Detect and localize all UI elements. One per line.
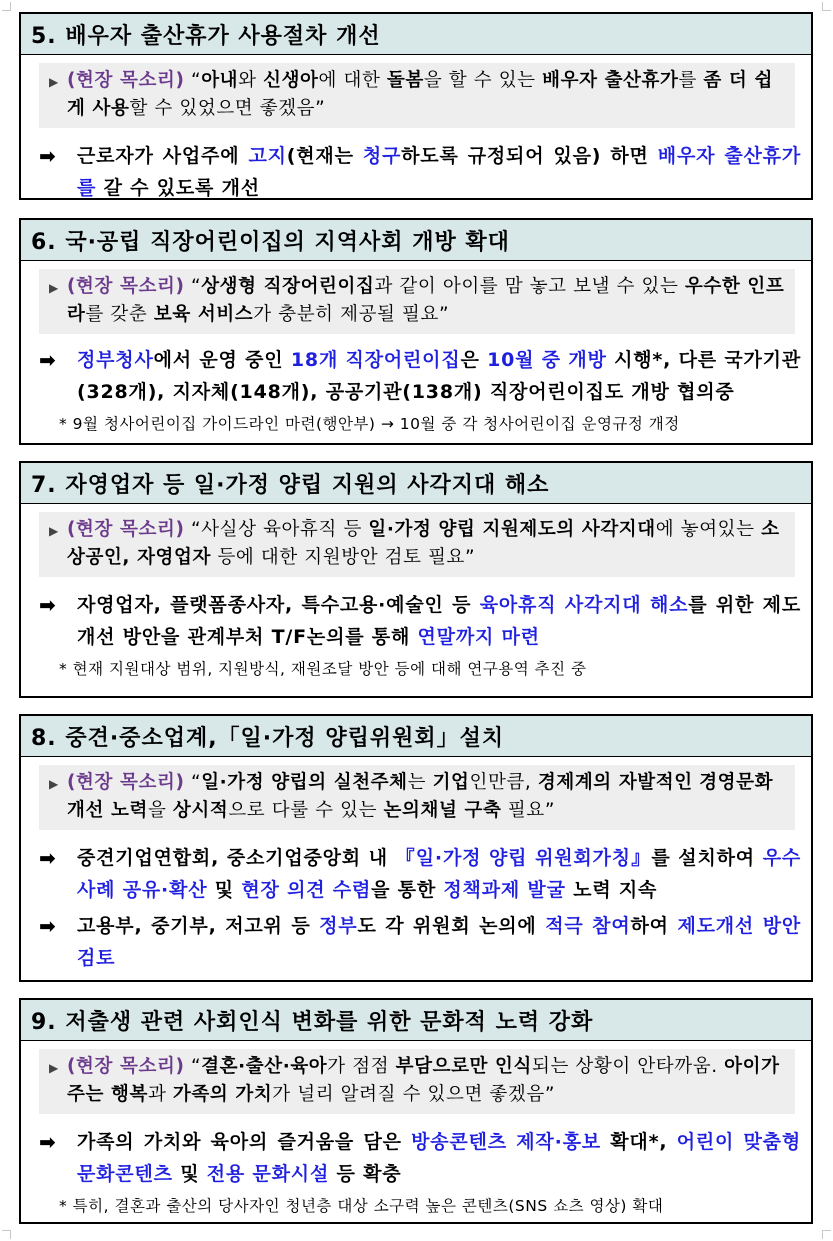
page-corner-mark — [822, 2, 831, 11]
field-voice-box — [39, 1049, 795, 1114]
section-title: 5. 배우자 출산휴가 사용절차 개선 — [21, 14, 811, 55]
right-arrow-icon: ➡ — [39, 846, 57, 870]
section-5 — [19, 12, 813, 200]
footnote: * 특히, 결혼과 출산의 당사자인 청년층 대상 소구력 높은 콘텐츠(SNS 쇼츠 영상) 확대 — [59, 1197, 664, 1215]
voice-text: “아내와 신생아에 대한 돌봄을 할 수 있는 배우자 출산휴가를 좀 더 쉽게 사용할 수 있었으면 좋겠음” — [67, 70, 773, 119]
voice-text: “상생형 직장어린이집과 같이 아이를 맘 놓고 보낼 수 있는 우수한 인프라를 갖춘 보육 서비스가 충분히 제공될 필요” — [67, 276, 785, 325]
action-item — [39, 910, 801, 974]
action-text: 정부청사에서 운영 중인 18개 직장어린이집은 10월 중 개방 시행*, 다른 국가기관(328개), 지자체(148개), 공공기관(138개) 직장어린이집도 개방 협의중 — [77, 349, 801, 403]
voice-label: (현장 목소리) — [67, 70, 185, 91]
voice-label: (현장 목소리) — [67, 519, 185, 540]
page-corner-mark — [2, 2, 11, 11]
footnote: * 9월 청사어린이집 가이드라인 마련(행안부) → 10월 중 각 청사어린이집 운영규정 개정 — [59, 415, 680, 433]
right-arrow-icon: ➡ — [39, 914, 57, 938]
section-8 — [19, 714, 813, 982]
action-item — [39, 589, 801, 653]
action-text: 중견기업연합회, 중소기업중앙회 내 『일·가정 양립 위원회가칭』를 설치하여 우수사례 공유·확산 및 현장 의견 수렴을 통한 정책과제 발굴 노력 지속 — [77, 847, 801, 901]
section-9 — [19, 998, 813, 1224]
voice-text: “사실상 육아휴직 등 일·가정 양립 지원제도의 사각지대에 놓여있는 소상공인, 자영업자 등에 대한 지원방안 검토 필요” — [67, 519, 780, 568]
field-voice-box — [39, 512, 795, 577]
right-arrow-icon: ➡ — [39, 1130, 57, 1154]
page-corner-mark — [822, 1230, 831, 1239]
section-title: 7. 자영업자 등 일·가정 양립 지원의 사각지대 해소 — [21, 463, 811, 504]
action-text: 고용부, 중기부, 저고위 등 정부도 각 위원회 논의에 적극 참여하여 제도개선 방안 검토 — [77, 915, 801, 969]
page-corner-mark — [2, 1230, 11, 1239]
triangle-bullet-icon: ▶ — [49, 1061, 59, 1075]
action-item — [39, 140, 801, 204]
action-item — [39, 842, 801, 906]
triangle-bullet-icon: ▶ — [49, 524, 59, 538]
voice-label: (현장 목소리) — [67, 276, 185, 297]
action-item — [39, 1126, 801, 1190]
section-6 — [19, 218, 813, 445]
right-arrow-icon: ➡ — [39, 144, 57, 168]
field-voice-box — [39, 765, 795, 830]
section-title: 6. 국·공립 직장어린이집의 지역사회 개방 확대 — [21, 220, 811, 261]
field-voice-box — [39, 269, 795, 334]
voice-text: “결혼·출산·육아가 점점 부담으로만 인식되는 상황이 안타까움. 아이가 주는 행복과 가족의 가치가 널리 알려질 수 있으면 좋겠음” — [67, 1056, 780, 1105]
voice-label: (현장 목소리) — [67, 1056, 185, 1077]
voice-text: “일·가정 양립의 실천주체는 기업인만큼, 경제계의 자발적인 경영문화 개선 노력을 상시적으로 다룰 수 있는 논의채널 구축 필요” — [67, 772, 774, 821]
action-text: 가족의 가치와 육아의 즐거움을 담은 방송콘텐츠 제작·홍보 확대*, 어린이 맞춤형 문화콘텐츠 및 전용 문화시설 등 확충 — [77, 1131, 801, 1185]
section-7 — [19, 461, 813, 698]
action-item — [39, 344, 801, 408]
section-title: 8. 중견·중소업계,「일·가정 양립위원회」설치 — [21, 716, 811, 757]
action-text: 근로자가 사업주에 고지(현재는 청구하도록 규정되어 있음) 하면 배우자 출산휴가를 갈 수 있도록 개선 — [77, 145, 801, 199]
triangle-bullet-icon: ▶ — [49, 777, 59, 791]
triangle-bullet-icon: ▶ — [49, 281, 59, 295]
right-arrow-icon: ➡ — [39, 593, 57, 617]
footnote: * 현재 지원대상 범위, 지원방식, 재원조달 방안 등에 대해 연구용역 추진 중 — [59, 660, 587, 678]
section-title: 9. 저출생 관련 사회인식 변화를 위한 문화적 노력 강화 — [21, 1000, 811, 1041]
voice-label: (현장 목소리) — [67, 772, 185, 793]
action-text: 자영업자, 플랫폼종사자, 특수고용·예술인 등 육아휴직 사각지대 해소를 위한 제도개선 방안을 관계부처 T/F논의를 통해 연말까지 마련 — [77, 594, 801, 648]
right-arrow-icon: ➡ — [39, 348, 57, 372]
triangle-bullet-icon: ▶ — [49, 75, 59, 89]
field-voice-box — [39, 63, 795, 128]
